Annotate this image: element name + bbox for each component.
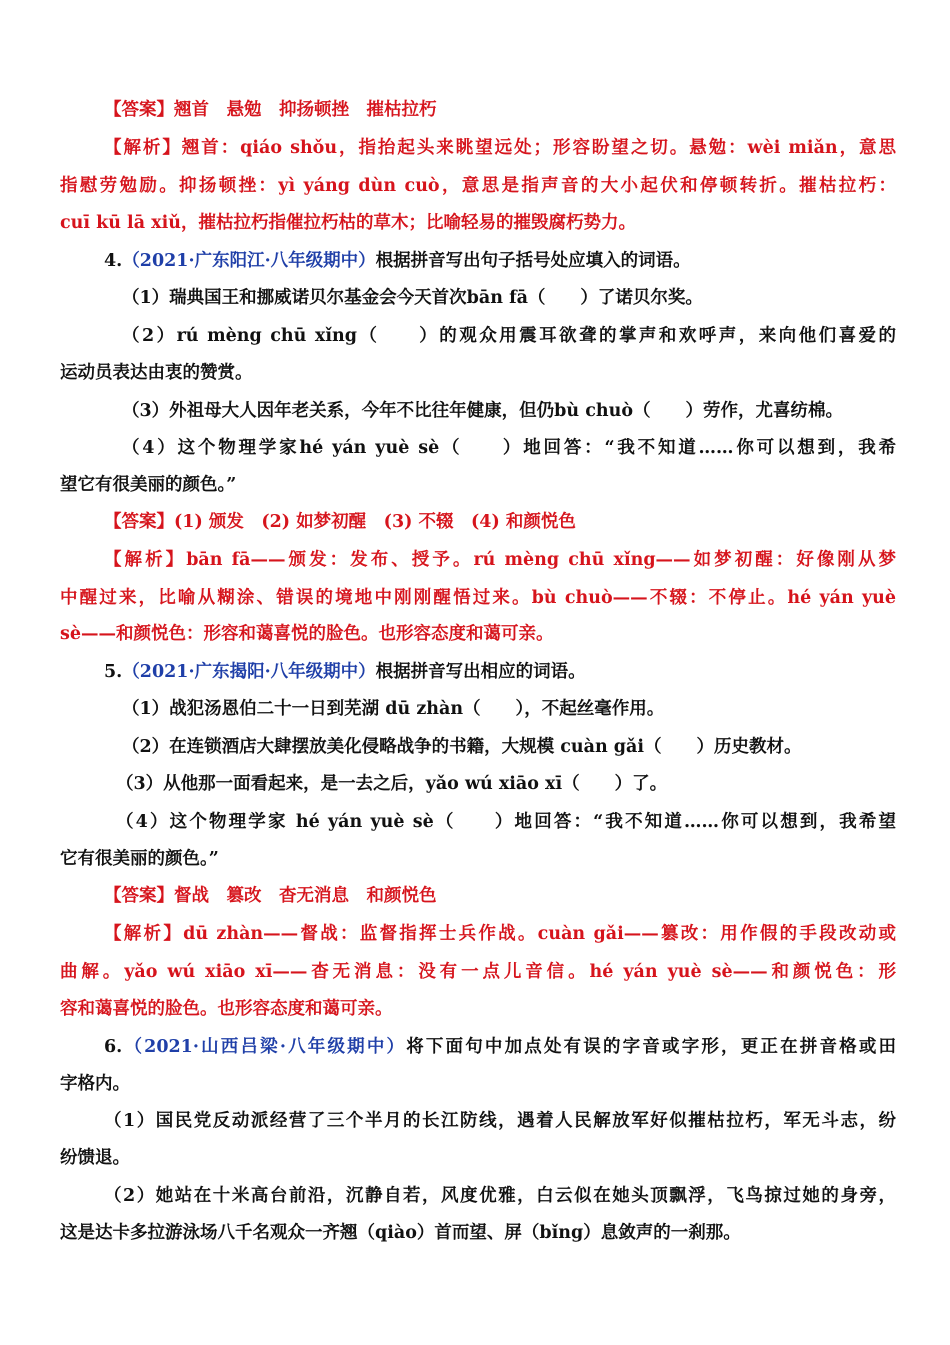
question-source: （2021·广东揭阳·八年级期中）	[122, 662, 376, 682]
analysis-line	[104, 548, 896, 572]
question-stem: 根据拼音写出相应的词语。	[375, 662, 586, 682]
question-6-item-1: （1）国民党反动派经营了三个半月的长江防线，遇着人民解放军好似摧枯拉朽，军无斗志，纷	[104, 1111, 896, 1131]
analysis-line: 曲解。yǎo wú xiāo xī——杳无消息：没有一点儿音信。hé yán yuè sè——和颜悦色：形	[60, 962, 896, 982]
question-stem: 将下面句中加点处有误的字音或字形，更正在拼音格或田	[406, 1037, 896, 1057]
question-4-heading	[104, 249, 896, 273]
question-5-item-3: （3）从他那一面看起来，是一去之后，yǎo wú xiāo xī（ ）了。	[116, 774, 668, 794]
question-5-item-2: （2）在连锁酒店大肆摆放美化侵略战争的书籍，大规模 cuàn gǎi（ ）历史教材。	[122, 737, 802, 757]
question-number: 6.	[104, 1037, 123, 1057]
analysis-tag: 【解析】	[104, 550, 187, 570]
analysis-tag: 【解析】	[104, 138, 182, 158]
analysis-line: 中醒过来，比喻从糊涂、错误的境地中刚刚醒悟过来。bù chuò——不辍：不停止。hé yán yuè	[60, 588, 896, 608]
analysis-line: sè——和颜悦色：形容和蔼喜悦的脸色。也形容态度和蔼可亲。	[60, 624, 554, 644]
answer-line-5	[104, 884, 896, 908]
question-source: （2021·山西吕梁·八年级期中）	[122, 1037, 407, 1057]
answer-line-3	[104, 98, 896, 122]
question-4-item-3: （3）外祖母大人因年老关系，今年不比往年健康，但仍bù chuò（ ）劳作，尤喜纺棉。	[122, 401, 844, 421]
question-stem: 根据拼音写出句子括号处应填入的词语。	[375, 251, 691, 271]
question-5-item-1: （1）战犯汤恩伯二十一日到芜湖 dū zhàn（ ），不起丝毫作用。	[122, 699, 665, 719]
analysis-line: 指慰劳勉励。抑扬顿挫：yì yáng dùn cuò，意思是指声音的大小起伏和停顿转折。摧枯拉朽：	[60, 176, 896, 196]
question-6-item-1-cont: 纷馈退。	[60, 1148, 130, 1168]
analysis-line	[104, 136, 896, 160]
question-5-heading	[104, 660, 896, 684]
analysis-text: dū zhàn——督战：监督指挥士兵作战。cuàn gǎi——篡改：用作假的手段改动或	[183, 924, 896, 944]
answer-text: 翘首 悬勉 抑扬顿挫 摧枯拉朽	[174, 100, 437, 120]
question-number: 5.	[104, 662, 123, 682]
answer-tag: 【答案】	[104, 100, 174, 120]
answer-text: (1) 颁发 (2) 如梦初醒 (3) 不辍 (4) 和颜悦色	[174, 512, 576, 532]
analysis-tag: 【解析】	[104, 924, 184, 944]
answer-tag: 【答案】	[104, 512, 174, 532]
analysis-line	[104, 922, 896, 946]
question-4-item-1: （1）瑞典国王和挪威诺贝尔基金会今天首次bān fā（ ）了诺贝尔奖。	[122, 288, 703, 308]
analysis-text: bān fā——颁发：发布、授予。rú mèng chū xǐng——如梦初醒：好像刚从梦	[186, 550, 897, 570]
question-6-heading-cont: 字格内。	[60, 1074, 130, 1094]
question-4-item-2-cont: 运动员表达由衷的赞赏。	[60, 363, 253, 383]
question-4-item-2: （2）rú mèng chū xǐng（ ）的观众用震耳欲聋的掌声和欢呼声，来向他们喜爱的	[122, 326, 896, 346]
question-6-item-2: （2）她站在十米高台前沿，沉静自若，风度优雅，白云似在她头顶飘浮，飞鸟掠过她的身旁，	[104, 1186, 896, 1206]
question-source: （2021·广东阳江·八年级期中）	[122, 251, 376, 271]
analysis-text: 翘首：qiáo shǒu，指抬起头来眺望远处；形容盼望之切。悬勉：wèi miǎn，意思	[181, 138, 897, 158]
answer-text: 督战 篡改 杳无消息 和颜悦色	[174, 886, 437, 906]
analysis-line: 容和蔼喜悦的脸色。也形容态度和蔼可亲。	[60, 999, 393, 1019]
answer-line-4	[104, 510, 896, 534]
question-6-heading	[104, 1035, 896, 1059]
answer-tag: 【答案】	[104, 886, 174, 906]
question-5-item-4: （4）这个物理学家 hé yán yuè sè（ ）地回答：“我不知道……你可以想到，我希望	[116, 812, 896, 832]
question-4-item-4-cont: 望它有很美丽的颜色。”	[60, 475, 237, 495]
question-number: 4.	[104, 251, 123, 271]
analysis-line: cuī kū lā xiǔ，摧枯拉朽指催拉朽枯的草木；比喻轻易的摧毁腐朽势力。	[60, 213, 636, 233]
question-4-item-4: （4）这个物理学家hé yán yuè sè（ ）地回答：“我不知道……你可以想到，我希	[122, 438, 896, 458]
question-5-item-4-cont: 它有很美丽的颜色。”	[60, 849, 219, 869]
question-6-item-2-cont: 这是达卡多拉游泳场八千名观众一齐翘（qiào）首而望、屏（bǐng）息敛声的一刹那。	[60, 1223, 741, 1243]
